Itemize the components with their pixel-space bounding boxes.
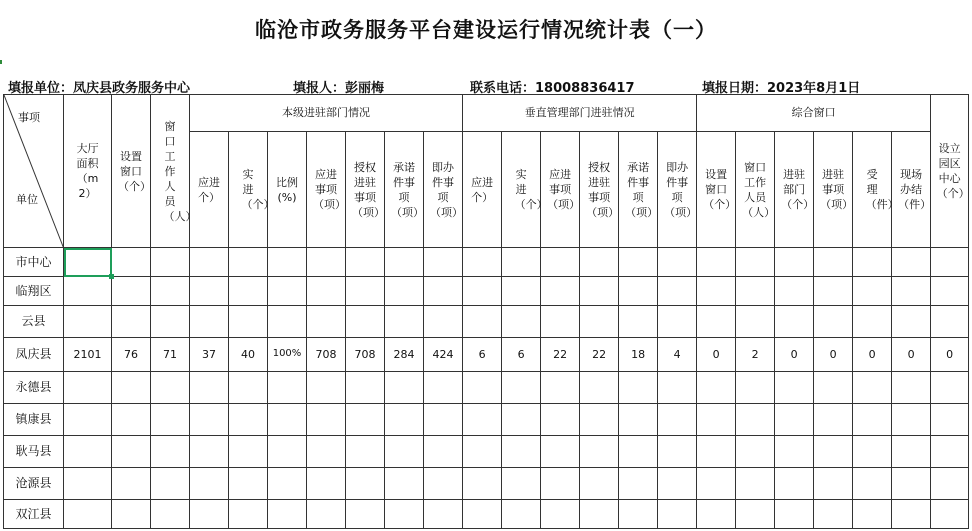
table-cell[interactable]: [307, 248, 346, 277]
table-cell[interactable]: [541, 248, 580, 277]
table-cell[interactable]: [658, 277, 697, 306]
table-cell[interactable]: 424: [424, 338, 463, 372]
combined-done-header: 现场办结（件）: [892, 132, 931, 248]
table-cell[interactable]: [541, 372, 580, 404]
row-unit-label[interactable]: 云县: [4, 306, 64, 338]
table-cell[interactable]: [190, 436, 229, 468]
table-cell[interactable]: [463, 248, 502, 277]
table-cell[interactable]: [736, 372, 775, 404]
table-cell[interactable]: [736, 248, 775, 277]
table-cell[interactable]: [463, 306, 502, 338]
table-cell[interactable]: [892, 248, 931, 277]
table-cell[interactable]: [697, 372, 736, 404]
table-cell[interactable]: [64, 404, 112, 436]
table-cell[interactable]: 708: [346, 338, 385, 372]
table-cell[interactable]: [424, 306, 463, 338]
table-cell[interactable]: [190, 248, 229, 277]
combined-accept-header: 受理（件）: [853, 132, 892, 248]
table-cell[interactable]: [658, 404, 697, 436]
table-cell[interactable]: [151, 436, 190, 468]
vertical-promise-header: 承诺件事项（项）: [619, 132, 658, 248]
table-cell[interactable]: [64, 436, 112, 468]
table-cell[interactable]: [112, 468, 151, 500]
table-cell[interactable]: [541, 468, 580, 500]
table-cell[interactable]: [502, 436, 541, 468]
table-cell[interactable]: [853, 306, 892, 338]
table-cell[interactable]: [463, 500, 502, 529]
table-cell[interactable]: 6: [463, 338, 502, 372]
table-cell[interactable]: [229, 372, 268, 404]
corner-top-label: 事项: [18, 111, 40, 124]
table-cell[interactable]: [268, 248, 307, 277]
table-cell[interactable]: [736, 500, 775, 529]
table-cell[interactable]: [502, 248, 541, 277]
combined-staff-header: 窗口工作人员（人）: [736, 132, 775, 248]
table-cell[interactable]: [814, 372, 853, 404]
table-cell[interactable]: [346, 372, 385, 404]
table-cell[interactable]: [853, 404, 892, 436]
table-cell[interactable]: [190, 277, 229, 306]
row-unit-label[interactable]: 耿马县: [4, 436, 64, 468]
table-cell[interactable]: [736, 468, 775, 500]
window-staff-header: 窗口工作人员（人）: [151, 95, 190, 248]
fill-unit: 填报单位：凤庆县政务服务中心: [8, 81, 191, 96]
row-unit-label[interactable]: 永德县: [4, 372, 64, 404]
table-cell[interactable]: [931, 500, 969, 529]
table-cell[interactable]: 37: [190, 338, 229, 372]
table-cell[interactable]: [697, 468, 736, 500]
table-cell[interactable]: [229, 500, 268, 529]
table-cell[interactable]: [580, 306, 619, 338]
table-row: [4, 404, 969, 436]
table-cell[interactable]: [385, 436, 424, 468]
table-cell[interactable]: [64, 500, 112, 529]
vertical-items-header: 应进事项（项）: [541, 132, 580, 248]
table-cell[interactable]: 71: [151, 338, 190, 372]
table-cell[interactable]: [697, 436, 736, 468]
table-cell[interactable]: [268, 372, 307, 404]
combined-items-header: 进驻事项（项）: [814, 132, 853, 248]
table-cell[interactable]: [580, 248, 619, 277]
table-cell[interactable]: [502, 306, 541, 338]
table-cell[interactable]: [151, 306, 190, 338]
table-cell[interactable]: [229, 404, 268, 436]
table-cell[interactable]: [112, 404, 151, 436]
table-cell[interactable]: [541, 500, 580, 529]
table-cell[interactable]: [697, 500, 736, 529]
table-cell[interactable]: [190, 372, 229, 404]
statistics-table: [3, 94, 969, 529]
table-cell[interactable]: [151, 372, 190, 404]
table-cell[interactable]: [112, 277, 151, 306]
table-cell[interactable]: [268, 277, 307, 306]
local-auth-header: 授权进驻事项（项）: [346, 132, 385, 248]
local-items-header: 应进事项（项）: [307, 132, 346, 248]
table-cell[interactable]: [736, 436, 775, 468]
table-cell[interactable]: [229, 468, 268, 500]
table-cell[interactable]: [892, 372, 931, 404]
table-cell[interactable]: [775, 404, 814, 436]
table-cell[interactable]: [307, 500, 346, 529]
group-vertical-header: 垂直管理部门进驻情况: [463, 95, 697, 132]
local-instant-header: 即办件事项（项）: [424, 132, 463, 248]
table-cell[interactable]: [64, 277, 112, 306]
table-cell[interactable]: [64, 372, 112, 404]
table-cell[interactable]: [190, 306, 229, 338]
table-cell[interactable]: [619, 306, 658, 338]
local-ratio-header: 比例(%): [268, 132, 307, 248]
table-cell[interactable]: [151, 277, 190, 306]
combined-depts-header: 进驻部门（个）: [775, 132, 814, 248]
table-cell[interactable]: [307, 404, 346, 436]
table-cell[interactable]: [658, 372, 697, 404]
table-cell[interactable]: [307, 277, 346, 306]
table-cell[interactable]: [64, 306, 112, 338]
table-cell[interactable]: 0: [931, 338, 969, 372]
table-cell[interactable]: [190, 468, 229, 500]
table-cell[interactable]: [853, 436, 892, 468]
table-cell[interactable]: 22: [541, 338, 580, 372]
table-cell[interactable]: 2101: [64, 338, 112, 372]
table-cell[interactable]: [736, 306, 775, 338]
table-row: [4, 277, 969, 306]
group-combined-header: 综合窗口: [697, 95, 931, 132]
table-cell[interactable]: [385, 248, 424, 277]
table-cell[interactable]: [892, 306, 931, 338]
corner-header: [4, 95, 64, 248]
table-cell[interactable]: [814, 277, 853, 306]
table-cell[interactable]: 76: [112, 338, 151, 372]
table-cell[interactable]: [463, 277, 502, 306]
table-cell[interactable]: [112, 436, 151, 468]
table-cell[interactable]: [112, 500, 151, 529]
hall-area-header: 大厅面积（m2）: [64, 95, 112, 248]
table-cell[interactable]: [931, 468, 969, 500]
vertical-instant-header: 即办件事项（项）: [658, 132, 697, 248]
table-cell[interactable]: [151, 468, 190, 500]
table-cell[interactable]: [190, 500, 229, 529]
table-cell[interactable]: [775, 500, 814, 529]
page-title: 临沧市政务服务平台建设运行情况统计表（一）: [255, 18, 717, 42]
table-cell[interactable]: [775, 468, 814, 500]
table-cell[interactable]: [424, 436, 463, 468]
table-cell[interactable]: [112, 306, 151, 338]
table-cell[interactable]: [931, 277, 969, 306]
table-cell[interactable]: [580, 500, 619, 529]
table-cell[interactable]: [892, 500, 931, 529]
vertical-actual-header: 实进（个）: [502, 132, 541, 248]
park-center-header: 设立园区中心（个）: [931, 95, 969, 248]
table-cell[interactable]: 284: [385, 338, 424, 372]
table-cell[interactable]: 6: [502, 338, 541, 372]
row-unit-label[interactable]: 沧源县: [4, 468, 64, 500]
table-cell[interactable]: [346, 404, 385, 436]
table-cell[interactable]: [541, 436, 580, 468]
table-cell[interactable]: [814, 306, 853, 338]
row-unit-label[interactable]: 凤庆县: [4, 338, 64, 372]
table-cell[interactable]: [658, 468, 697, 500]
table-cell[interactable]: [190, 404, 229, 436]
table-cell[interactable]: [268, 404, 307, 436]
table-cell[interactable]: [853, 277, 892, 306]
table-cell[interactable]: [229, 306, 268, 338]
table-cell[interactable]: [619, 404, 658, 436]
table-cell[interactable]: [853, 248, 892, 277]
table-cell[interactable]: [541, 277, 580, 306]
table-cell[interactable]: 18: [619, 338, 658, 372]
table-cell[interactable]: [346, 500, 385, 529]
table-cell[interactable]: [346, 248, 385, 277]
table-cell[interactable]: [64, 468, 112, 500]
table-cell[interactable]: [814, 248, 853, 277]
table-cell[interactable]: [892, 404, 931, 436]
table-cell[interactable]: [346, 277, 385, 306]
table-cell[interactable]: [151, 404, 190, 436]
table-cell[interactable]: [424, 468, 463, 500]
table-cell[interactable]: [307, 372, 346, 404]
contact-phone: 联系电话：18008836417: [470, 81, 635, 96]
table-cell[interactable]: [541, 404, 580, 436]
table-cell[interactable]: [931, 306, 969, 338]
table-cell[interactable]: [619, 500, 658, 529]
group-local-header: 本级进驻部门情况: [190, 95, 463, 132]
fill-date: 填报日期：2023年8月1日: [702, 81, 861, 96]
row-unit-label[interactable]: 临翔区: [4, 277, 64, 306]
table-row: [4, 248, 969, 277]
table-cell[interactable]: [385, 500, 424, 529]
table-cell[interactable]: [619, 372, 658, 404]
table-cell[interactable]: [229, 248, 268, 277]
table-row: [4, 500, 969, 529]
table-cell[interactable]: 2: [736, 338, 775, 372]
local-should-header: 应进个）: [190, 132, 229, 248]
row-unit-label[interactable]: 市中心: [4, 248, 64, 277]
table-cell[interactable]: [580, 468, 619, 500]
table-cell[interactable]: 0: [892, 338, 931, 372]
header-row-groups: [4, 95, 969, 132]
table-cell[interactable]: [580, 404, 619, 436]
table-cell[interactable]: [619, 248, 658, 277]
table-cell[interactable]: 0: [853, 338, 892, 372]
table-cell[interactable]: [502, 500, 541, 529]
table-cell[interactable]: [619, 277, 658, 306]
table-cell[interactable]: [229, 277, 268, 306]
table-cell[interactable]: [463, 436, 502, 468]
set-windows-header: 设置窗口（个）: [112, 95, 151, 248]
table-cell[interactable]: [502, 404, 541, 436]
table-cell[interactable]: [658, 500, 697, 529]
table-row: [4, 338, 969, 372]
row-unit-label[interactable]: 镇康县: [4, 404, 64, 436]
table-cell[interactable]: [346, 436, 385, 468]
table-cell[interactable]: [385, 468, 424, 500]
table-cell[interactable]: [814, 500, 853, 529]
table-cell[interactable]: [697, 306, 736, 338]
table-cell[interactable]: [580, 436, 619, 468]
table-row: [4, 468, 969, 500]
table-cell[interactable]: [814, 404, 853, 436]
table-cell[interactable]: [931, 404, 969, 436]
table-cell[interactable]: [385, 277, 424, 306]
table-cell[interactable]: [385, 404, 424, 436]
table-cell[interactable]: [424, 404, 463, 436]
table-cell[interactable]: [424, 372, 463, 404]
local-actual-header: 实进（个）: [229, 132, 268, 248]
table-cell[interactable]: [268, 468, 307, 500]
table-cell[interactable]: [307, 306, 346, 338]
table-cell[interactable]: [736, 404, 775, 436]
table-cell[interactable]: [112, 248, 151, 277]
table-cell[interactable]: [931, 372, 969, 404]
table-cell[interactable]: [736, 277, 775, 306]
table-cell[interactable]: [268, 500, 307, 529]
table-cell[interactable]: [385, 372, 424, 404]
table-cell[interactable]: [775, 436, 814, 468]
table-cell[interactable]: [775, 306, 814, 338]
table-cell[interactable]: [463, 404, 502, 436]
combined-windows-header: 设置窗口（个）: [697, 132, 736, 248]
table-cell[interactable]: [931, 248, 969, 277]
table-cell[interactable]: [619, 436, 658, 468]
fill-person: 填报人：彭丽梅: [293, 81, 385, 96]
table-cell[interactable]: [658, 248, 697, 277]
table-cell[interactable]: [151, 248, 190, 277]
vertical-should-header: 应进个）: [463, 132, 502, 248]
corner-bottom-label: 单位: [16, 193, 38, 206]
table-cell[interactable]: [814, 436, 853, 468]
table-cell[interactable]: [307, 436, 346, 468]
table-cell[interactable]: [658, 306, 697, 338]
table-cell[interactable]: [853, 500, 892, 529]
table-row: [4, 372, 969, 404]
table-cell[interactable]: [463, 372, 502, 404]
table-cell[interactable]: [268, 436, 307, 468]
table-cell[interactable]: [853, 468, 892, 500]
table-cell[interactable]: 4: [658, 338, 697, 372]
table-cell[interactable]: [346, 468, 385, 500]
table-cell[interactable]: [853, 372, 892, 404]
table-cell[interactable]: 0: [814, 338, 853, 372]
table-cell[interactable]: 40: [229, 338, 268, 372]
table-cell[interactable]: [814, 468, 853, 500]
table-cell[interactable]: [619, 468, 658, 500]
table-cell[interactable]: [892, 468, 931, 500]
table-cell[interactable]: [385, 306, 424, 338]
table-cell[interactable]: [541, 306, 580, 338]
table-cell[interactable]: [502, 277, 541, 306]
table-cell[interactable]: [775, 277, 814, 306]
table-cell[interactable]: [424, 277, 463, 306]
table-cell[interactable]: [892, 277, 931, 306]
table-cell[interactable]: [502, 468, 541, 500]
table-cell[interactable]: [229, 436, 268, 468]
table-cell[interactable]: 0: [775, 338, 814, 372]
table-cell[interactable]: [775, 248, 814, 277]
table-row: [4, 306, 969, 338]
table-cell[interactable]: [502, 372, 541, 404]
table-cell[interactable]: [892, 436, 931, 468]
vertical-auth-header: 授权进驻事项（项）: [580, 132, 619, 248]
table-cell[interactable]: [151, 500, 190, 529]
table-cell[interactable]: [580, 277, 619, 306]
table-cell[interactable]: 22: [580, 338, 619, 372]
local-promise-header: 承诺件事项（项）: [385, 132, 424, 248]
table-cell[interactable]: [307, 468, 346, 500]
table-cell[interactable]: [580, 372, 619, 404]
table-cell[interactable]: [697, 248, 736, 277]
table-cell[interactable]: 0: [697, 338, 736, 372]
table-cell[interactable]: [268, 306, 307, 338]
table-cell[interactable]: [463, 468, 502, 500]
table-cell[interactable]: [346, 306, 385, 338]
table-cell[interactable]: [697, 277, 736, 306]
table-cell[interactable]: [775, 372, 814, 404]
table-cell[interactable]: [424, 248, 463, 277]
table-row: [4, 436, 969, 468]
table-cell[interactable]: [112, 372, 151, 404]
table-cell[interactable]: [697, 404, 736, 436]
table-cell[interactable]: [658, 436, 697, 468]
table-cell[interactable]: [64, 248, 112, 277]
cell-marker: [0, 60, 2, 64]
table-cell[interactable]: 708: [307, 338, 346, 372]
table-cell[interactable]: [424, 500, 463, 529]
row-unit-label[interactable]: 双江县: [4, 500, 64, 529]
table-cell[interactable]: [931, 436, 969, 468]
table-cell[interactable]: 100%: [268, 338, 307, 372]
